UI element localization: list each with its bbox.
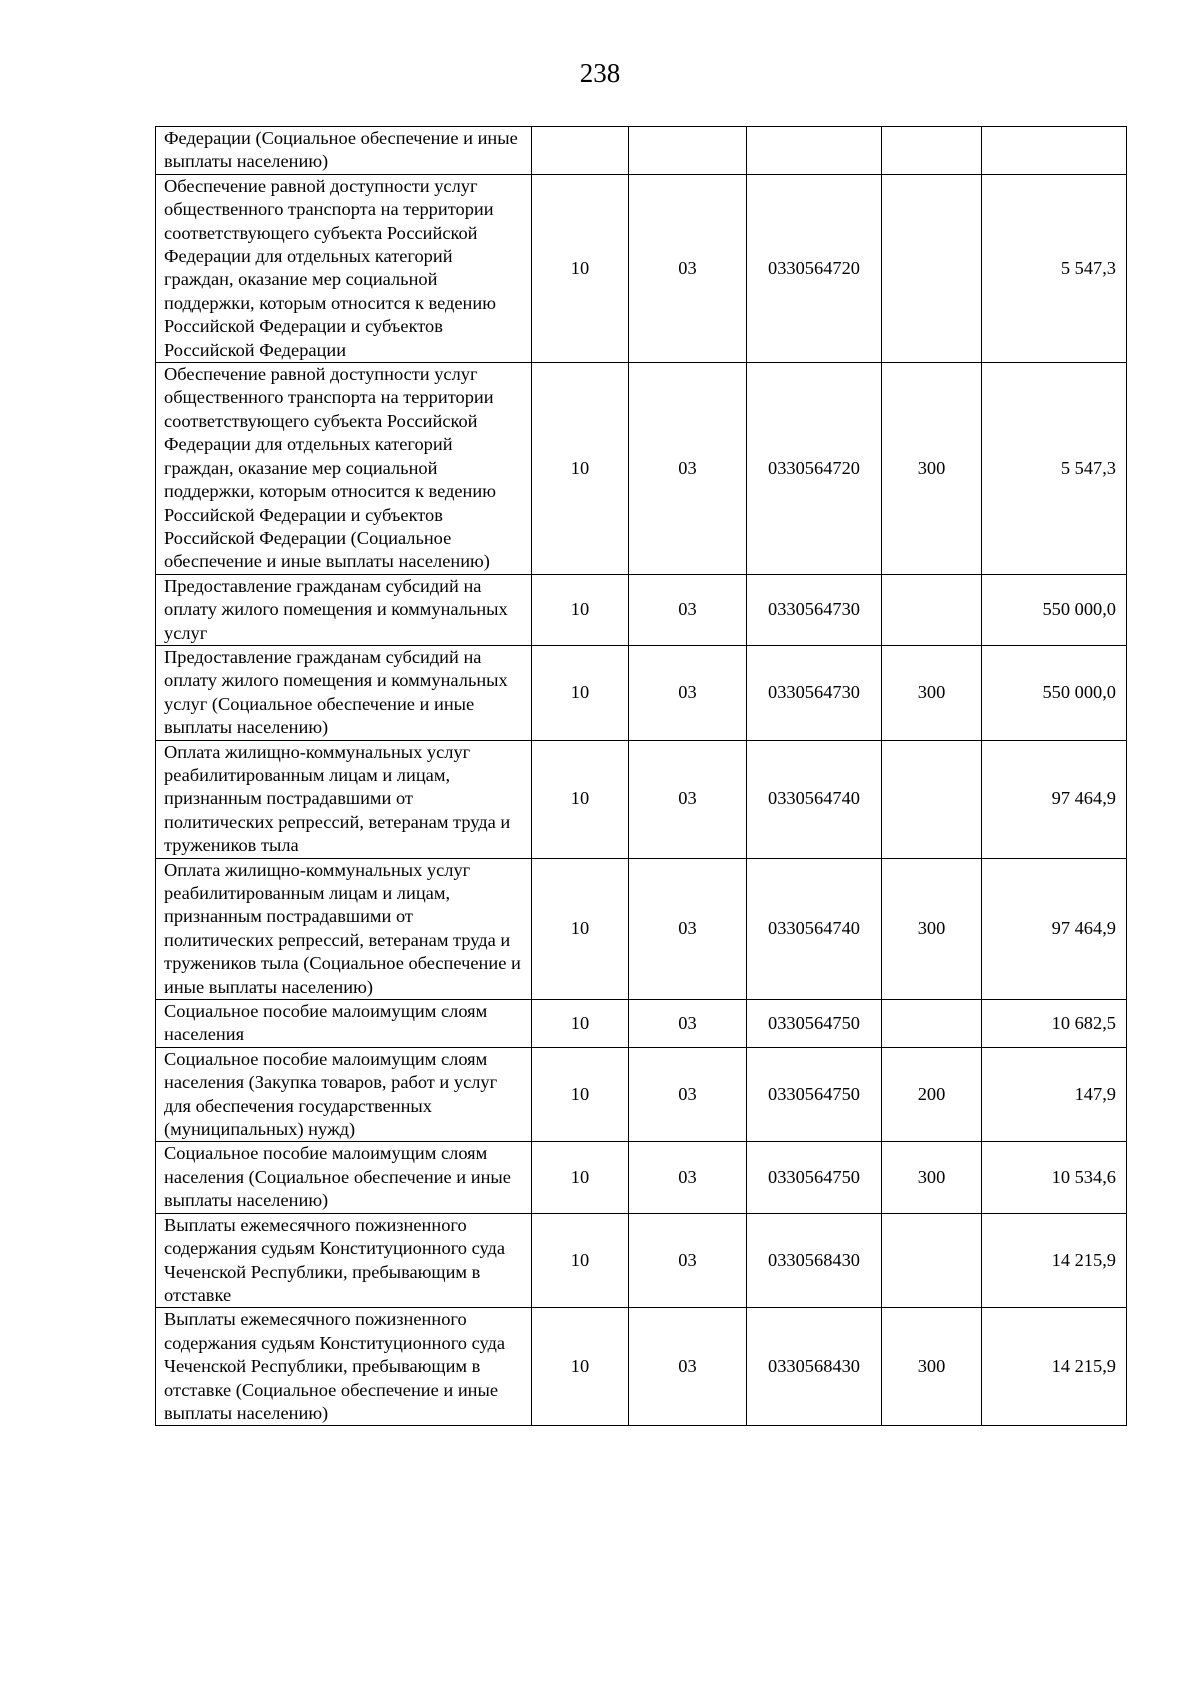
row-target-article-cell bbox=[747, 127, 882, 175]
row-target-article-cell: 0330564740 bbox=[747, 858, 882, 999]
row-expense-type-cell bbox=[882, 740, 982, 858]
row-name-cell: Выплаты ежемесячного пожизненного содержания судьям Конституционного суда Чеченской Республики, пребывающим в отставке (Социальное обеспечение и иные выплаты населению) bbox=[156, 1308, 532, 1426]
row-expense-type-cell: 200 bbox=[882, 1047, 982, 1142]
row-subsection-cell: 03 bbox=[629, 1308, 747, 1426]
row-section-cell: 10 bbox=[532, 645, 629, 740]
row-subsection-cell bbox=[629, 127, 747, 175]
row-expense-type-cell bbox=[882, 1000, 982, 1048]
table-row bbox=[156, 127, 1127, 175]
table-row bbox=[156, 1047, 1127, 1142]
row-subsection-cell: 03 bbox=[629, 174, 747, 362]
row-subsection-cell: 03 bbox=[629, 1142, 747, 1213]
row-section-cell bbox=[532, 127, 629, 175]
row-section-cell: 10 bbox=[532, 1213, 629, 1308]
row-name-cell: Социальное пособие малоимущим слоям населения bbox=[156, 1000, 532, 1048]
row-target-article-cell: 0330568430 bbox=[747, 1213, 882, 1308]
row-expense-type-cell bbox=[882, 1213, 982, 1308]
row-expense-type-cell: 300 bbox=[882, 1142, 982, 1213]
table-row bbox=[156, 858, 1127, 999]
row-name-cell: Социальное пособие малоимущим слоям населения (Закупка товаров, работ и услуг для обеспечения государственных (муниципальных) нужд) bbox=[156, 1047, 532, 1142]
row-section-cell: 10 bbox=[532, 363, 629, 575]
row-target-article-cell: 0330564740 bbox=[747, 740, 882, 858]
row-subsection-cell: 03 bbox=[629, 1000, 747, 1048]
row-amount-cell: 14 215,9 bbox=[982, 1308, 1127, 1426]
row-amount-cell: 10 534,6 bbox=[982, 1142, 1127, 1213]
row-section-cell: 10 bbox=[532, 174, 629, 362]
row-expense-type-cell: 300 bbox=[882, 1308, 982, 1426]
row-expense-type-cell bbox=[882, 574, 982, 645]
row-subsection-cell: 03 bbox=[629, 858, 747, 999]
row-section-cell: 10 bbox=[532, 1000, 629, 1048]
row-name-cell: Оплата жилищно-коммунальных услуг реабилитированным лицам и лицам, признанным пострадавшими от политических репрессий, ветеранам труда и тружеников тыла bbox=[156, 740, 532, 858]
row-name-cell: Обеспечение равной доступности услуг общественного транспорта на территории соответствующего субъекта Российской Федерации для отдельных категорий граждан, оказание мер социальной поддержки, которым относится к ведению Российской Федерации и субъектов Российской Федерации bbox=[156, 174, 532, 362]
row-target-article-cell: 0330564750 bbox=[747, 1142, 882, 1213]
row-name-cell: Предоставление гражданам субсидий на оплату жилого помещения и коммунальных услуг bbox=[156, 574, 532, 645]
row-expense-type-cell bbox=[882, 174, 982, 362]
row-section-cell: 10 bbox=[532, 574, 629, 645]
table-row bbox=[156, 645, 1127, 740]
page-number: 238 bbox=[579, 58, 621, 88]
row-name-cell: Социальное пособие малоимущим слоям населения (Социальное обеспечение и иные выплаты населению) bbox=[156, 1142, 532, 1213]
table-row bbox=[156, 574, 1127, 645]
table-row bbox=[156, 1000, 1127, 1048]
row-expense-type-cell: 300 bbox=[882, 645, 982, 740]
table-row bbox=[156, 174, 1127, 362]
row-amount-cell: 14 215,9 bbox=[982, 1213, 1127, 1308]
row-name-cell: Федерации (Социальное обеспечение и иные выплаты населению) bbox=[156, 127, 532, 175]
row-amount-cell: 97 464,9 bbox=[982, 740, 1127, 858]
row-target-article-cell: 0330568430 bbox=[747, 1308, 882, 1426]
row-amount-cell: 147,9 bbox=[982, 1047, 1127, 1142]
row-target-article-cell: 0330564720 bbox=[747, 174, 882, 362]
table-row bbox=[156, 1142, 1127, 1213]
row-target-article-cell: 0330564730 bbox=[747, 645, 882, 740]
budget-table bbox=[155, 126, 1127, 1426]
row-subsection-cell: 03 bbox=[629, 574, 747, 645]
row-amount-cell: 550 000,0 bbox=[982, 645, 1127, 740]
row-expense-type-cell: 300 bbox=[882, 363, 982, 575]
table-row bbox=[156, 363, 1127, 575]
row-expense-type-cell bbox=[882, 127, 982, 175]
row-amount-cell: 5 547,3 bbox=[982, 363, 1127, 575]
row-amount-cell: 97 464,9 bbox=[982, 858, 1127, 999]
row-amount-cell: 550 000,0 bbox=[982, 574, 1127, 645]
row-section-cell: 10 bbox=[532, 858, 629, 999]
row-target-article-cell: 0330564750 bbox=[747, 1047, 882, 1142]
row-name-cell: Оплата жилищно-коммунальных услуг реабилитированным лицам и лицам, признанным пострадавшими от политических репрессий, ветеранам труда и тружеников тыла (Социальное обеспечение и иные выплаты населению) bbox=[156, 858, 532, 999]
row-target-article-cell: 0330564750 bbox=[747, 1000, 882, 1048]
row-amount-cell bbox=[982, 127, 1127, 175]
row-section-cell: 10 bbox=[532, 1047, 629, 1142]
row-section-cell: 10 bbox=[532, 740, 629, 858]
row-subsection-cell: 03 bbox=[629, 1047, 747, 1142]
row-subsection-cell: 03 bbox=[629, 740, 747, 858]
row-target-article-cell: 0330564720 bbox=[747, 363, 882, 575]
row-amount-cell: 10 682,5 bbox=[982, 1000, 1127, 1048]
row-name-cell: Обеспечение равной доступности услуг общественного транспорта на территории соответствующего субъекта Российской Федерации для отдельных категорий граждан, оказание мер социальной поддержки, которым относится к ведению Российской Федерации и субъектов Российской Федерации (Социальное обеспечение и иные выплаты населению) bbox=[156, 363, 532, 575]
row-subsection-cell: 03 bbox=[629, 645, 747, 740]
row-section-cell: 10 bbox=[532, 1308, 629, 1426]
table-row bbox=[156, 1213, 1127, 1308]
row-name-cell: Выплаты ежемесячного пожизненного содержания судьям Конституционного суда Чеченской Республики, пребывающим в отставке bbox=[156, 1213, 532, 1308]
row-target-article-cell: 0330564730 bbox=[747, 574, 882, 645]
table-row bbox=[156, 740, 1127, 858]
row-expense-type-cell: 300 bbox=[882, 858, 982, 999]
row-section-cell: 10 bbox=[532, 1142, 629, 1213]
row-amount-cell: 5 547,3 bbox=[982, 174, 1127, 362]
row-subsection-cell: 03 bbox=[629, 1213, 747, 1308]
table-row bbox=[156, 1308, 1127, 1426]
row-name-cell: Предоставление гражданам субсидий на оплату жилого помещения и коммунальных услуг (Социальное обеспечение и иные выплаты населению) bbox=[156, 645, 532, 740]
row-subsection-cell: 03 bbox=[629, 363, 747, 575]
